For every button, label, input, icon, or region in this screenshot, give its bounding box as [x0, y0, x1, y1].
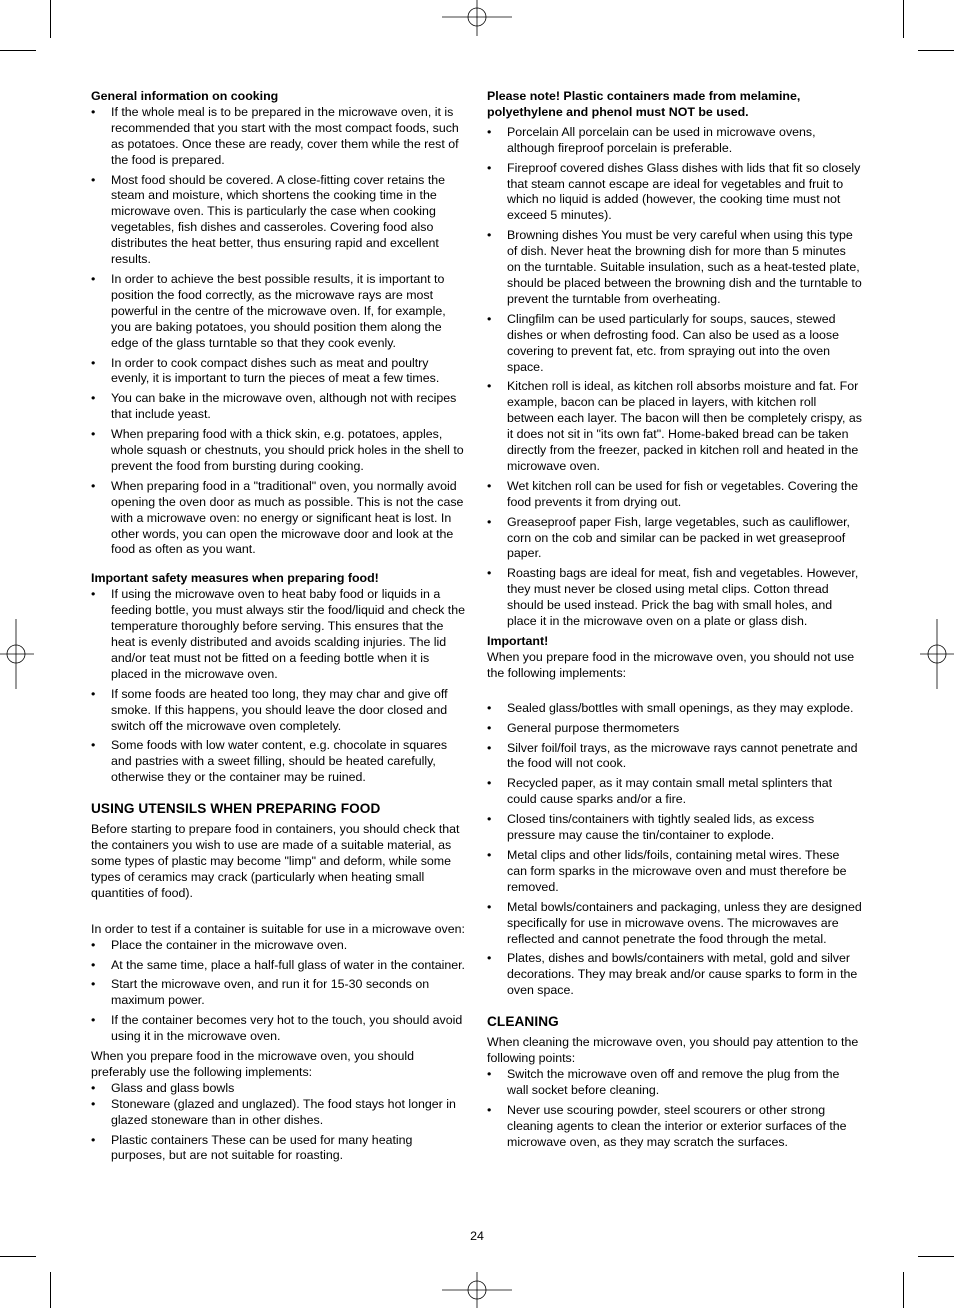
list-item: • Plastic containers These can be used for many heating purposes, but are not suitable for roasting.	[91, 1133, 469, 1165]
list-item: • Recycled paper, as it may contain small metal splinters that could cause sparks and/or a fire.	[487, 776, 862, 808]
list-item: • Place the container in the microwave oven.	[91, 938, 469, 954]
list-item: • Glass and glass bowls	[91, 1081, 469, 1097]
safety-list	[91, 587, 469, 786]
list-item: • If some foods are heated too long, they may char and give off smoke. If this happens, you should leave the door closed and switch off the microwave oven completely.	[91, 687, 469, 735]
list-item: • Most food should be covered. A close-fitting cover retains the steam and moisture, which shortens the cooking time in the microwave oven. This is particularly the case when cooking vegetables, fish dishes and casseroles. Covering food also distributes the heat better, thus ensuring rapid and excellent results.	[91, 173, 469, 268]
list-item: • Roasting bags are ideal for meat, fish and vegetables. However, they must never be closed using metal clips. Cotton thread should be used instead. Prick the bag with small holes, and place it in the microwave oven on a plate or glass dish.	[487, 566, 862, 630]
list-item: • Stoneware (glazed and unglazed). The food stays hot longer in glazed stoneware than in other dishes.	[91, 1097, 469, 1129]
registration-mark-bottom	[442, 1272, 512, 1308]
list-item: • Switch the microwave oven off and remove the plug from the wall socket before cleaning.	[487, 1067, 862, 1099]
crop-mark	[903, 0, 904, 38]
list-item: • You can bake in the microwave oven, although not with recipes that include yeast.	[91, 391, 469, 423]
important-heading: Important!	[487, 634, 549, 648]
list-item: • General purpose thermometers	[487, 721, 862, 737]
general-list	[91, 105, 469, 558]
list-item: • Some foods with low water content, e.g. chocolate in squares and pastries with a sweet filling, should be heated carefully, otherwise they or the container may be ruined.	[91, 738, 469, 786]
important-intro: When you prepare food in the microwave oven, you should not use the following implements:	[487, 649, 855, 680]
right-column	[487, 89, 862, 1154]
list-item: • If using the microwave oven to heat baby food or liquids in a feeding bottle, you must always stir the food/liquid and check the temperature thoroughly before serving. This ensures that the heat is evenly distributed and avoids scalding injuries. The lid and/or teat must not be fitted on a feeding bottle when it is placed in the microwave oven.	[91, 587, 469, 682]
list-item: • Metal clips and other lids/foils, containing metal wires. These can form sparks in the microwave oven and must therefore be removed.	[487, 848, 862, 896]
cleaning-intro: When cleaning the microwave oven, you should pay attention to the following points:	[487, 1035, 859, 1066]
list-item: • Kitchen roll is ideal, as kitchen roll absorbs moisture and fat. For example, bacon can be placed in layers, with kitchen roll between each layer. The bacon will then be completely crispy, as it does not sit in "its own fat". Home-baked bread can be taken directly from the freezer, packed in kitchen roll and heated in the microwave oven.	[487, 379, 862, 474]
list-item: • Silver foil/foil trays, as the microwave rays cannot penetrate and the food will not cook.	[487, 741, 862, 773]
list-item: • Greaseproof paper Fish, large vegetables, such as cauliflower, corn on the cob and similar can be packed in wet greaseproof paper.	[487, 515, 862, 563]
list-item: • Porcelain All porcelain can be used in microwave ovens, although fireproof porcelain is preferable.	[487, 125, 862, 157]
list-item: • Fireproof covered dishes Glass dishes with lids that fit so closely that steam cannot escape are ideal for vegetables and fruit to which no liquid is added (however, the cooking time must not exceed 5 minutes).	[487, 161, 862, 225]
list-item: • When preparing food in a "traditional" oven, you normally avoid opening the oven door as much as possible. This is not the case with a microwave oven: no energy or significant heat is lost. In other words, you can open the microwave door and look at the food as often as you want.	[91, 479, 469, 559]
list-item: • Wet kitchen roll can be used for fish or vegetables. Covering the food prevents it from drying out.	[487, 479, 862, 511]
registration-mark-right	[920, 619, 954, 689]
list-item: • Clingfilm can be used particularly for soups, sauces, stewed dishes or when defrosting food. Can also be used as a loose covering to prevent fat, etc. from spraying out into the oven space.	[487, 312, 862, 376]
utensils-intro: Before starting to prepare food in containers, you should check that the containers you wish to use are made of a suitable material, as some types of plastic may become "limp" and deform, while some types of ceramics may crack (particularly when heating small quantities of food).	[91, 822, 460, 900]
list-item: • In order to achieve the best possible results, it is important to position the food correctly, as the microwave rays are most powerful in the centre of the microwave oven. If, for example, you are baking potatoes, you should position them along the edge of the glass turntable so that they cook evenly.	[91, 272, 469, 352]
crop-mark	[0, 50, 36, 51]
list-item: • Start the microwave oven, and run it for 15-30 seconds on maximum power.	[91, 977, 469, 1009]
preferably-list	[91, 1081, 469, 1165]
test-list	[91, 938, 469, 1045]
list-item: • Plates, dishes and bowls/containers with metal, gold and silver decorations. They may break and/or cause sparks to form in the oven space.	[487, 951, 862, 999]
implement-list	[487, 125, 862, 630]
list-item: • At the same time, place a half-full glass of water in the container.	[91, 958, 469, 974]
list-item: • Metal bowls/containers and packaging, unless they are designed specifically for use in microwave ovens. The microwaves are reflected and cannot penetrate the food through the metal.	[487, 900, 862, 948]
registration-mark-top	[442, 0, 512, 36]
crop-mark	[918, 50, 954, 51]
page-number: 24	[470, 1229, 484, 1243]
crop-mark	[50, 1272, 51, 1308]
cleaning-heading: CLEANING	[487, 1014, 559, 1030]
crop-mark	[0, 1256, 36, 1257]
list-item: • If the whole meal is to be prepared in the microwave oven, it is recommended that you start with the most compact foods, such as potatoes. Once these are ready, cover them while the rest of the food is prepared.	[91, 105, 469, 169]
list-item: • Closed tins/containers with tightly sealed lids, as excess pressure may cause the tin/container to explode.	[487, 812, 862, 844]
safety-heading: Important safety measures when preparing food!	[91, 571, 379, 586]
general-heading: General information on cooking	[91, 89, 279, 103]
list-item: • In order to cook compact dishes such as meat and poultry evenly, it is important to turn the pieces of meat a few times.	[91, 356, 469, 388]
utensils-heading: USING UTENSILS WHEN PREPARING FOOD	[91, 801, 381, 817]
list-item: • Never use scouring powder, steel scourers or other strong cleaning agents to clean the interior or exterior surfaces of the microwave oven, as they may scratch the surfaces.	[487, 1103, 862, 1151]
note-heading: Please note! Plastic containers made from melamine, polyethylene and phenol must NOT be used.	[487, 89, 801, 119]
list-item: • When preparing food with a thick skin, e.g. potatoes, apples, whole squash or chestnuts, you should prick holes in the shell to prevent the food from bursting during cooking.	[91, 427, 469, 475]
left-column	[91, 89, 469, 1168]
test-intro: In order to test if a container is suitable for use in a microwave oven:	[91, 921, 465, 936]
crop-mark	[918, 1256, 954, 1257]
list-item: • Sealed glass/bottles with small openings, as they may explode.	[487, 701, 862, 717]
crop-mark	[903, 1272, 904, 1308]
preferably-intro: When you prepare food in the microwave oven, you should preferably use the following implements:	[91, 1049, 415, 1079]
registration-mark-left	[0, 619, 34, 689]
avoid-list	[487, 701, 862, 999]
list-item: • Browning dishes You must be very careful when using this type of dish. Never heat the browning dish for more than 5 minutes on the turntable. Suitable insulation, such as a heat-tested plate, should be placed between the browning dish and the turntable to prevent the turntable from overheating.	[487, 228, 862, 308]
cleaning-list	[487, 1067, 862, 1151]
crop-mark	[50, 0, 51, 38]
list-item: • If the container becomes very hot to the touch, you should avoid using it in the microwave oven.	[91, 1013, 469, 1045]
